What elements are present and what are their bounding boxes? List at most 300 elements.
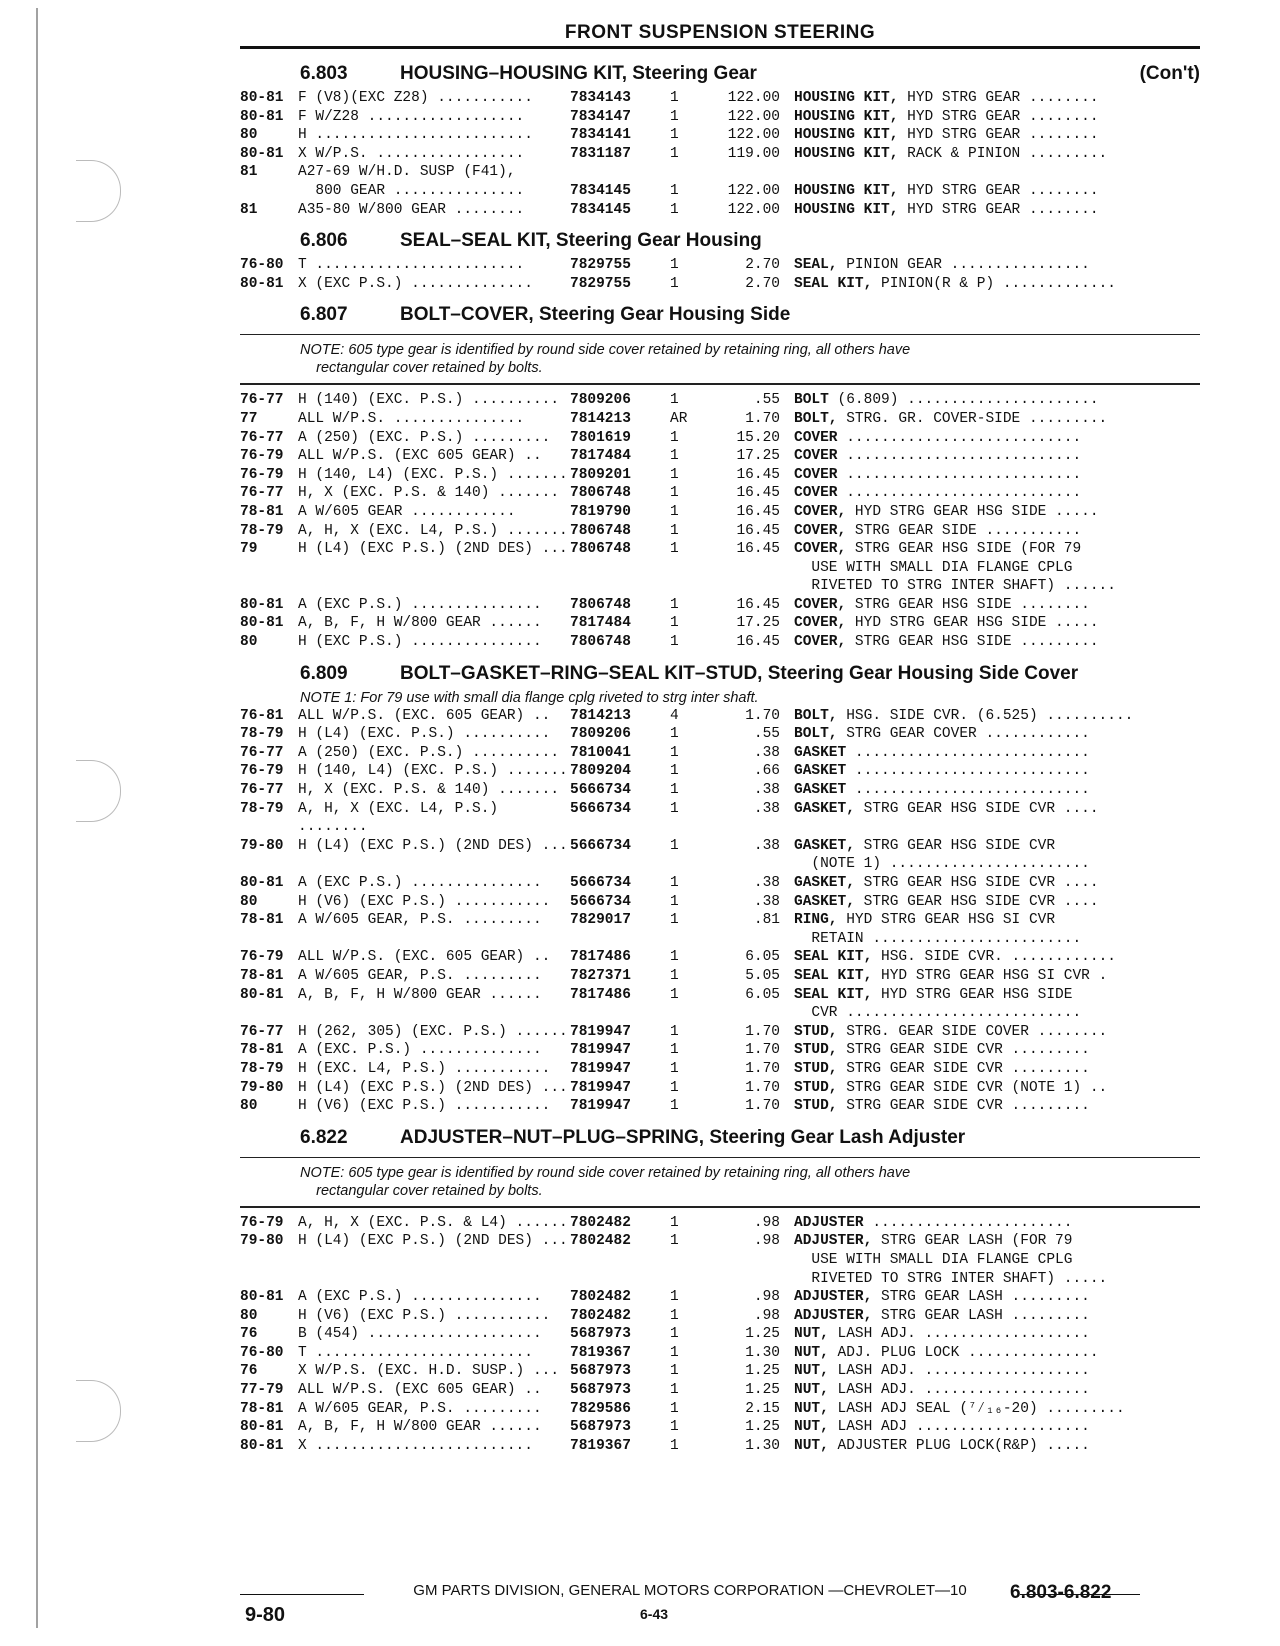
price: .81 bbox=[753, 912, 780, 929]
part-description bbox=[794, 633, 1200, 652]
quantity: 1 bbox=[670, 541, 679, 558]
part-number: 7829017 bbox=[570, 912, 631, 929]
part-number: 7814213 bbox=[570, 707, 631, 724]
part-keyword: NUT, bbox=[794, 1400, 829, 1417]
part-description bbox=[794, 744, 1200, 763]
parts-list bbox=[240, 1214, 1200, 1456]
part-number: 7834147 bbox=[570, 108, 631, 125]
quantity: 1 bbox=[670, 1307, 679, 1324]
quantity: 1 bbox=[670, 1060, 679, 1077]
part-detail: ........................... bbox=[837, 429, 1082, 446]
part-number: 7827371 bbox=[570, 967, 631, 984]
model-application: H (V6) (EXC P.S.) ........... bbox=[298, 1307, 551, 1324]
part-description bbox=[794, 596, 1200, 615]
year-range: 80-81 bbox=[240, 986, 284, 1003]
part-description bbox=[794, 89, 1200, 108]
part-detail: ........................... bbox=[846, 744, 1090, 761]
part-keyword: COVER bbox=[794, 448, 838, 465]
part-keyword: GASKET, bbox=[794, 800, 855, 817]
part-detail: LASH ADJ .................... bbox=[828, 1419, 1090, 1436]
part-description bbox=[794, 447, 1200, 466]
part-detail: (6.809) ...................... bbox=[828, 392, 1099, 409]
part-number: 7806748 bbox=[570, 634, 631, 651]
part-detail: ........................... bbox=[837, 448, 1082, 465]
part-detail: STRG GEAR LASH ......... bbox=[872, 1307, 1090, 1324]
part-number: 7802482 bbox=[570, 1233, 631, 1250]
part-description bbox=[794, 1437, 1200, 1456]
part-detail: HYD STRG GEAR HSG SI CVR . bbox=[872, 967, 1108, 984]
part-row bbox=[240, 163, 1200, 200]
part-keyword: GASKET bbox=[794, 782, 847, 799]
section-heading bbox=[300, 1126, 1200, 1149]
quantity: 1 bbox=[670, 1382, 679, 1399]
part-detail: LASH ADJ. ................... bbox=[828, 1326, 1090, 1343]
model-application: A W/605 GEAR ............ bbox=[298, 503, 516, 520]
quantity: 1 bbox=[670, 782, 679, 799]
quantity: 1 bbox=[670, 634, 679, 651]
section-title: BOLT–COVER, Steering Gear Housing Side bbox=[400, 304, 791, 326]
part-keyword: NUT, bbox=[794, 1344, 829, 1361]
part-number: 7819367 bbox=[570, 1344, 631, 1361]
part-detail: STRG GEAR HSG SIDE ........ bbox=[846, 596, 1090, 613]
part-description bbox=[794, 1325, 1200, 1344]
price: 16.45 bbox=[736, 541, 780, 558]
part-keyword: BOLT, bbox=[794, 410, 838, 427]
part-description bbox=[794, 126, 1200, 145]
part-row bbox=[240, 503, 1200, 522]
part-row bbox=[240, 484, 1200, 503]
part-number: 7806748 bbox=[570, 596, 631, 613]
year-range: 76-77 bbox=[240, 782, 284, 799]
part-keyword: COVER, bbox=[794, 541, 847, 558]
part-row bbox=[240, 874, 1200, 893]
part-detail: STRG. GR. COVER-SIDE ......... bbox=[837, 410, 1108, 427]
quantity: 1 bbox=[670, 201, 679, 218]
part-number: 7829755 bbox=[570, 275, 631, 292]
part-keyword: COVER, bbox=[794, 522, 847, 539]
price: 1.70 bbox=[745, 707, 780, 724]
quantity: 1 bbox=[670, 744, 679, 761]
part-row bbox=[240, 275, 1200, 294]
part-row bbox=[240, 633, 1200, 652]
section-title: SEAL–SEAL KIT, Steering Gear Housing bbox=[400, 230, 762, 252]
quantity: 1 bbox=[670, 1214, 679, 1231]
part-row bbox=[240, 837, 1200, 874]
part-number: 7801619 bbox=[570, 429, 631, 446]
part-description bbox=[794, 108, 1200, 127]
price: 1.70 bbox=[745, 1098, 780, 1115]
model-application: H (V6) (EXC P.S.) ........... bbox=[298, 1098, 551, 1115]
model-application: A (EXC P.S.) ............... bbox=[298, 596, 542, 613]
section-note: NOTE: 605 type gear is identified by round side cover retained by retaining ring, all others have rectangular cover retained by bolts. bbox=[240, 334, 1200, 385]
year-range: 78-81 bbox=[240, 1400, 284, 1417]
part-keyword: NUT, bbox=[794, 1363, 829, 1380]
part-row bbox=[240, 1232, 1200, 1288]
part-description bbox=[794, 762, 1200, 781]
part-detail: HSG. SIDE CVR. (6.525) .......... bbox=[837, 707, 1134, 724]
part-row bbox=[240, 429, 1200, 448]
price: 17.25 bbox=[736, 615, 780, 632]
part-detail: STRG GEAR HSG SIDE CVR (NOTE 1) ....................... bbox=[811, 837, 1090, 873]
part-detail: ....................... bbox=[863, 1214, 1073, 1231]
price: .38 bbox=[753, 782, 780, 799]
part-description bbox=[794, 1079, 1200, 1098]
part-description bbox=[794, 948, 1200, 967]
part-keyword: GASKET bbox=[794, 744, 847, 761]
part-description bbox=[794, 707, 1200, 726]
year-range: 76 bbox=[240, 1326, 258, 1343]
section-number: 6.822 bbox=[300, 1126, 348, 1148]
part-row bbox=[240, 410, 1200, 429]
price: 2.70 bbox=[745, 257, 780, 274]
quantity: 1 bbox=[670, 875, 679, 891]
part-row bbox=[240, 466, 1200, 485]
price: 1.25 bbox=[745, 1419, 780, 1436]
parts-list bbox=[240, 707, 1200, 1116]
year-range: 76-79 bbox=[240, 763, 284, 780]
quantity: 1 bbox=[670, 485, 679, 502]
price: 1.25 bbox=[745, 1363, 780, 1380]
price: 1.70 bbox=[745, 1060, 780, 1077]
price: 119.00 bbox=[727, 145, 780, 162]
left-margin-rule bbox=[36, 8, 38, 1628]
section-title: HOUSING–HOUSING KIT, Steering Gear bbox=[400, 63, 757, 84]
part-row bbox=[240, 447, 1200, 466]
model-application: H (L4) (EXC P.S.) (2ND DES) ... bbox=[298, 1233, 568, 1250]
footer-rule bbox=[240, 1594, 364, 1595]
quantity: 1 bbox=[670, 429, 679, 446]
quantity: 1 bbox=[670, 466, 679, 483]
part-number: 7809206 bbox=[570, 726, 631, 743]
year-range: 79-80 bbox=[240, 837, 284, 854]
part-row bbox=[240, 948, 1200, 967]
part-keyword: NUT, bbox=[794, 1419, 829, 1436]
part-row bbox=[240, 967, 1200, 986]
part-description bbox=[794, 410, 1200, 429]
model-application: A (EXC. P.S.) .............. bbox=[298, 1042, 542, 1059]
footer-page-number: 6-43 bbox=[640, 1606, 669, 1622]
part-description bbox=[794, 484, 1200, 503]
price: 1.70 bbox=[745, 410, 780, 427]
year-range: 79 bbox=[240, 541, 258, 558]
year-range: 80-81 bbox=[240, 596, 284, 613]
part-keyword: RING, bbox=[794, 912, 838, 929]
part-row bbox=[240, 1023, 1200, 1042]
quantity: 1 bbox=[670, 615, 679, 632]
model-application: A W/605 GEAR, P.S. ......... bbox=[298, 912, 542, 929]
quantity: 1 bbox=[670, 522, 679, 539]
quantity: 1 bbox=[670, 1326, 679, 1343]
model-application: X W/P.S. (EXC. H.D. SUSP.) ... bbox=[298, 1363, 560, 1380]
part-detail: STRG GEAR SIDE CVR (NOTE 1) .. bbox=[837, 1079, 1108, 1096]
part-keyword: NUT, bbox=[794, 1437, 829, 1454]
model-application: A (EXC P.S.) ............... bbox=[298, 1289, 542, 1306]
parts-content bbox=[240, 52, 1200, 1455]
part-row bbox=[240, 1418, 1200, 1437]
price: 16.45 bbox=[736, 503, 780, 520]
part-row bbox=[240, 1381, 1200, 1400]
part-description bbox=[794, 466, 1200, 485]
section-number: 6.809 bbox=[300, 662, 348, 684]
year-range: 76-77 bbox=[240, 744, 284, 761]
part-description bbox=[794, 1307, 1200, 1326]
section-continued: (Con't) bbox=[1139, 63, 1200, 84]
year-range: 80 bbox=[240, 1307, 258, 1324]
part-number: 7802482 bbox=[570, 1307, 631, 1324]
quantity: AR bbox=[670, 410, 688, 427]
part-detail: LASH ADJ. ................... bbox=[828, 1363, 1090, 1380]
price: 15.20 bbox=[736, 429, 780, 446]
part-row bbox=[240, 1325, 1200, 1344]
year-range: 76-77 bbox=[240, 1023, 284, 1040]
quantity: 1 bbox=[670, 1344, 679, 1361]
year-range: 80-81 bbox=[240, 875, 284, 891]
part-description bbox=[794, 1232, 1200, 1288]
part-detail: STRG GEAR COVER ............ bbox=[837, 726, 1090, 743]
part-row bbox=[240, 893, 1200, 912]
section-number: 6.807 bbox=[300, 304, 348, 326]
year-range: 78-81 bbox=[240, 1042, 284, 1059]
year-range: 76 bbox=[240, 1363, 258, 1380]
price: 1.70 bbox=[745, 1023, 780, 1040]
price: 16.45 bbox=[736, 634, 780, 651]
part-description bbox=[794, 967, 1200, 986]
part-description bbox=[794, 1362, 1200, 1381]
price: .55 bbox=[753, 392, 780, 409]
year-range: 79-80 bbox=[240, 1079, 284, 1096]
footer-date: 9-80 bbox=[245, 1604, 286, 1626]
year-range: 80-81 bbox=[240, 108, 284, 125]
part-detail: STRG GEAR HSG SIDE (FOR 79 USE WITH SMALL DIA FLANGE CPLG RIVETED TO STRG INTER SHAFT) ...... bbox=[811, 541, 1116, 595]
part-row bbox=[240, 126, 1200, 145]
part-description bbox=[794, 874, 1200, 893]
price: 122.00 bbox=[727, 108, 780, 125]
model-application: H, X (EXC. P.S. & 140) ....... bbox=[298, 782, 560, 799]
part-row bbox=[240, 522, 1200, 541]
page-header bbox=[240, 22, 1200, 44]
quantity: 1 bbox=[670, 986, 679, 1003]
year-range: 80-81 bbox=[240, 145, 284, 162]
part-row bbox=[240, 145, 1200, 164]
quantity: 1 bbox=[670, 800, 679, 817]
model-application: T ........................ bbox=[298, 257, 525, 274]
price: 6.05 bbox=[745, 949, 780, 966]
model-application: H (140, L4) (EXC. P.S.) ....... bbox=[298, 466, 568, 483]
part-number: 7819790 bbox=[570, 503, 631, 520]
part-detail: HSG. SIDE CVR. ............ bbox=[872, 949, 1116, 966]
price: .98 bbox=[753, 1214, 780, 1231]
section-number: 6.803 bbox=[300, 63, 348, 84]
model-application: X (EXC P.S.) .............. bbox=[298, 275, 533, 292]
parts-list bbox=[240, 391, 1200, 651]
section-note: NOTE 1: For 79 use with small dia flange cplg riveted to strg inter shaft. bbox=[300, 689, 759, 706]
part-detail: PINION GEAR ................ bbox=[837, 257, 1090, 274]
quantity: 1 bbox=[670, 182, 679, 199]
quantity: 1 bbox=[670, 275, 679, 292]
part-row bbox=[240, 1344, 1200, 1363]
part-description bbox=[794, 1381, 1200, 1400]
year-range: 78-79 bbox=[240, 1060, 284, 1077]
year-range: 76-80 bbox=[240, 1344, 284, 1361]
section-heading bbox=[300, 62, 1200, 85]
part-keyword: COVER, bbox=[794, 596, 847, 613]
part-number: 5666734 bbox=[570, 893, 631, 910]
part-keyword: HOUSING KIT, bbox=[794, 127, 899, 144]
part-number: 7806748 bbox=[570, 541, 631, 558]
model-application: F W/Z28 .................. bbox=[298, 108, 525, 125]
part-number: 7817486 bbox=[570, 986, 631, 1003]
quantity: 1 bbox=[670, 837, 679, 854]
part-detail: HYD STRG GEAR HSG SIDE CVR ........................... bbox=[811, 986, 1082, 1022]
part-number: 7809206 bbox=[570, 392, 631, 409]
price: 5.05 bbox=[745, 967, 780, 984]
model-application: H, X (EXC. P.S. & 140) ....... bbox=[298, 485, 560, 502]
quantity: 1 bbox=[670, 392, 679, 409]
part-number: 7819367 bbox=[570, 1437, 631, 1454]
parts-list bbox=[240, 89, 1200, 219]
part-description bbox=[794, 1214, 1200, 1233]
model-application: ALL W/P.S. (EXC. 605 GEAR) .. bbox=[298, 707, 551, 724]
part-number: 5687973 bbox=[570, 1382, 631, 1399]
quantity: 1 bbox=[670, 145, 679, 162]
part-row bbox=[240, 1060, 1200, 1079]
part-row bbox=[240, 256, 1200, 275]
quantity: 1 bbox=[670, 90, 679, 106]
part-keyword: GASKET, bbox=[794, 893, 855, 910]
part-description bbox=[794, 256, 1200, 275]
price: .55 bbox=[753, 726, 780, 743]
part-row bbox=[240, 89, 1200, 108]
part-number: 7834145 bbox=[570, 201, 631, 218]
model-application: A (250) (EXC. P.S.) ......... bbox=[298, 429, 551, 446]
part-description bbox=[794, 1418, 1200, 1437]
part-detail: HYD STRG GEAR ........ bbox=[898, 127, 1099, 144]
part-detail: ........................... bbox=[846, 763, 1090, 780]
part-keyword: GASKET, bbox=[794, 875, 855, 891]
part-description bbox=[794, 429, 1200, 448]
page-title: FRONT SUSPENSION STEERING bbox=[564, 22, 876, 43]
quantity: 1 bbox=[670, 1098, 679, 1115]
year-range: 78-81 bbox=[240, 967, 284, 984]
part-detail: ........................... bbox=[837, 485, 1082, 502]
part-row bbox=[240, 614, 1200, 633]
part-keyword: COVER bbox=[794, 429, 838, 446]
year-range: 80 bbox=[240, 127, 258, 144]
part-keyword: BOLT bbox=[794, 392, 829, 409]
section-note: NOTE: 605 type gear is identified by round side cover retained by retaining ring, all others have rectangular cover retained by bolts. bbox=[240, 1157, 1200, 1208]
year-range: 80 bbox=[240, 893, 258, 910]
quantity: 1 bbox=[670, 1437, 679, 1454]
quantity: 1 bbox=[670, 1233, 679, 1250]
price: .98 bbox=[753, 1307, 780, 1324]
model-application: A W/605 GEAR, P.S. ......... bbox=[298, 1400, 542, 1417]
part-description bbox=[794, 275, 1200, 294]
part-keyword: HOUSING KIT, bbox=[794, 201, 899, 218]
part-keyword: ADJUSTER, bbox=[794, 1233, 873, 1250]
year-range: 78-79 bbox=[240, 726, 284, 743]
part-number: 7819947 bbox=[570, 1023, 631, 1040]
model-application: F (V8)(EXC Z28) ........... bbox=[298, 90, 533, 106]
part-number: 5666734 bbox=[570, 782, 631, 799]
year-range: 76-79 bbox=[240, 1214, 284, 1231]
price: 16.45 bbox=[736, 485, 780, 502]
part-keyword: GASKET bbox=[794, 763, 847, 780]
year-range: 76-80 bbox=[240, 257, 284, 274]
part-detail: STRG GEAR SIDE ........... bbox=[846, 522, 1082, 539]
part-row bbox=[240, 1288, 1200, 1307]
part-number: 5666734 bbox=[570, 837, 631, 854]
part-row bbox=[240, 762, 1200, 781]
quantity: 4 bbox=[670, 707, 679, 724]
part-description bbox=[794, 800, 1200, 819]
quantity: 1 bbox=[670, 967, 679, 984]
part-detail: HYD STRG GEAR HSG SIDE ..... bbox=[846, 503, 1099, 520]
price: .98 bbox=[753, 1289, 780, 1306]
part-description bbox=[794, 837, 1200, 874]
part-row bbox=[240, 1437, 1200, 1456]
part-keyword: STUD, bbox=[794, 1023, 838, 1040]
part-keyword: GASKET, bbox=[794, 837, 855, 854]
part-row bbox=[240, 391, 1200, 410]
year-range: 77 bbox=[240, 410, 258, 427]
part-detail: STRG GEAR HSG SIDE CVR .... bbox=[854, 875, 1099, 891]
year-range: 76-77 bbox=[240, 429, 284, 446]
part-detail: ADJUSTER PLUG LOCK(R&P) ..... bbox=[828, 1437, 1090, 1454]
part-row bbox=[240, 540, 1200, 596]
price: 1.70 bbox=[745, 1079, 780, 1096]
part-keyword: ADJUSTER bbox=[794, 1214, 864, 1231]
part-keyword: HOUSING KIT, bbox=[794, 90, 899, 106]
model-application: H (140) (EXC. P.S.) .......... bbox=[298, 392, 560, 409]
part-detail: HYD STRG GEAR ........ bbox=[898, 182, 1099, 199]
price: 122.00 bbox=[727, 201, 780, 218]
price: 16.45 bbox=[736, 596, 780, 613]
model-application: H ......................... bbox=[298, 127, 533, 144]
part-detail: HYD STRG GEAR ........ bbox=[898, 108, 1099, 125]
part-number: 7834145 bbox=[570, 182, 631, 199]
part-description bbox=[794, 614, 1200, 633]
price: .38 bbox=[753, 800, 780, 817]
part-keyword: STUD, bbox=[794, 1042, 838, 1059]
part-number: 7802482 bbox=[570, 1289, 631, 1306]
model-application: ALL W/P.S. (EXC. 605 GEAR) .. bbox=[298, 949, 551, 966]
part-number: 7819947 bbox=[570, 1079, 631, 1096]
model-application: A, B, F, H W/800 GEAR ...... bbox=[298, 986, 542, 1003]
model-application: H (140, L4) (EXC. P.S.) ....... bbox=[298, 763, 568, 780]
year-range: 76-77 bbox=[240, 485, 284, 502]
section-heading bbox=[300, 229, 1200, 252]
part-description bbox=[794, 540, 1200, 596]
quantity: 1 bbox=[670, 1419, 679, 1436]
year-range: 81 bbox=[240, 201, 258, 218]
price: .38 bbox=[753, 837, 780, 854]
quantity: 1 bbox=[670, 596, 679, 613]
part-number: 7802482 bbox=[570, 1214, 631, 1231]
part-detail: LASH ADJ. ................... bbox=[828, 1382, 1090, 1399]
part-description bbox=[794, 1097, 1200, 1116]
price: 16.45 bbox=[736, 466, 780, 483]
part-number: 7809204 bbox=[570, 763, 631, 780]
year-range: 80-81 bbox=[240, 1419, 284, 1436]
part-number: 7817484 bbox=[570, 448, 631, 465]
part-keyword: NUT, bbox=[794, 1382, 829, 1399]
price: 122.00 bbox=[727, 182, 780, 199]
part-row bbox=[240, 800, 1200, 837]
price: 1.25 bbox=[745, 1326, 780, 1343]
part-number: 5666734 bbox=[570, 800, 631, 817]
year-range: 78-81 bbox=[240, 503, 284, 520]
part-number: 5687973 bbox=[570, 1363, 631, 1380]
